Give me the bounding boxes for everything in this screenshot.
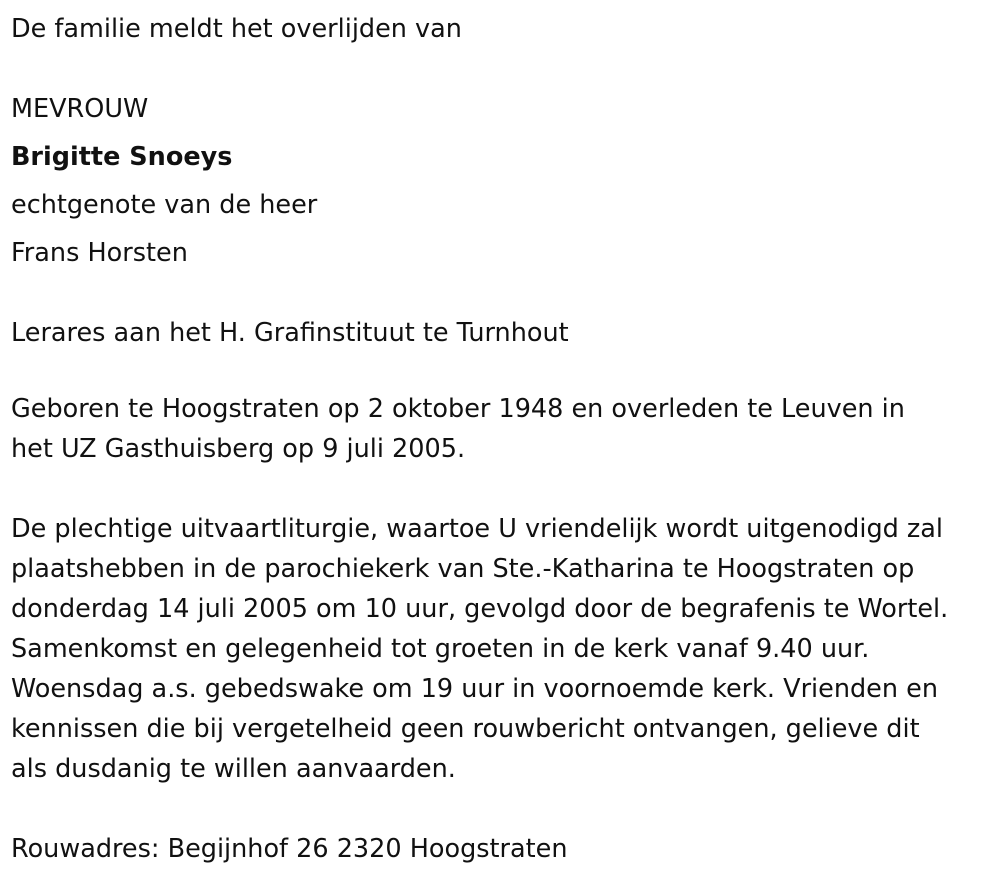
relation-text: echtgenote van de heer [11, 190, 318, 220]
paragraph-line: het UZ Gasthuisberg op 9 juli 2005. [11, 434, 466, 464]
spacer [11, 277, 996, 309]
paragraph-line: Samenkomst en gelegenheid tot groeten in de kerk vanaf 9.40 uur. [11, 634, 870, 664]
paragraph-line: Geboren te Hoogstraten op 2 oktober 1948 en overleden te Leuven in [11, 394, 905, 424]
paragraph-line: donderdag 14 juli 2005 om 10 uur, gevolgd door de begrafenis te Wortel. [11, 594, 949, 624]
ceremony-paragraph [11, 509, 996, 789]
spacer [11, 789, 996, 829]
occupation-text: Lerares aan het H. Grafinstituut te Turnhout [11, 318, 569, 348]
death-notice [11, 5, 996, 869]
spacer [11, 357, 996, 389]
paragraph-line: als dusdanig te willen aanvaarden. [11, 754, 456, 784]
deceased-name: Brigitte Snoeys [11, 142, 233, 172]
mourning-address: Rouwadres: Begijnhof 26 2320 Hoogstraten [11, 834, 568, 864]
spouse-name: Frans Horsten [11, 238, 188, 268]
honorific-title: MEVROUW [11, 94, 149, 124]
paragraph-line: kennissen die bij vergetelheid geen rouwbericht ontvangen, gelieve dit [11, 714, 920, 744]
birth-death-paragraph [11, 389, 996, 469]
paragraph-line: Woensdag a.s. gebedswake om 19 uur in voornoemde kerk. Vrienden en [11, 674, 938, 704]
paragraph-line: De plechtige uitvaartliturgie, waartoe U vriendelijk wordt uitgenodigd zal [11, 514, 944, 544]
spacer [11, 53, 996, 85]
paragraph-line: plaatshebben in de parochiekerk van Ste.-Katharina te Hoogstraten op [11, 554, 915, 584]
intro-text: De familie meldt het overlijden van [11, 14, 462, 44]
spacer [11, 469, 996, 509]
